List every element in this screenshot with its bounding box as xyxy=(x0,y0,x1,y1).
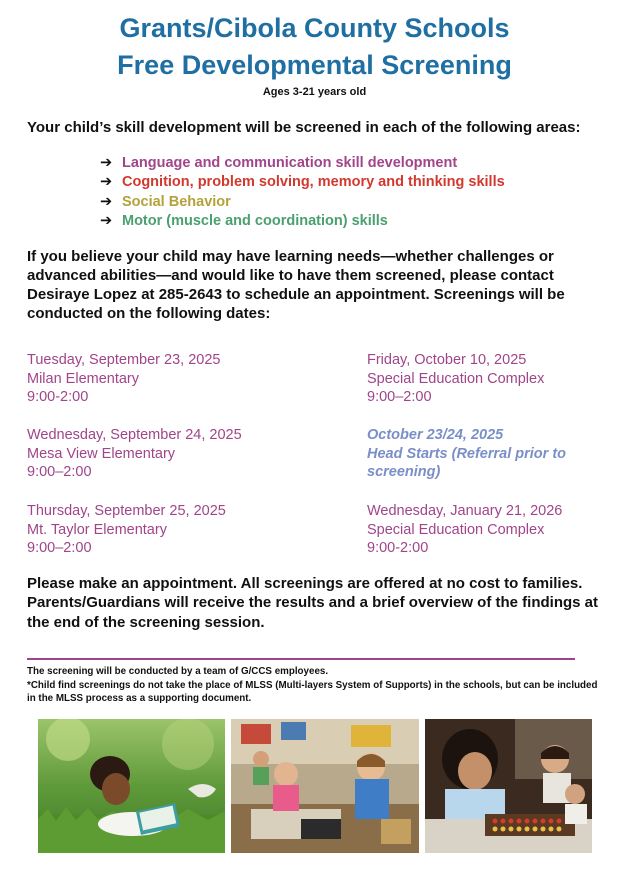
arrow-right-icon: ➔ xyxy=(100,212,113,229)
photo-child-reading-on-grass xyxy=(38,719,225,853)
schedule-date: Wednesday, January 21, 2026 xyxy=(367,503,563,519)
schedule-date: Tuesday, September 23, 2025 xyxy=(27,352,221,368)
schedule-place: Milan Elementary xyxy=(27,370,140,387)
arrow-right-icon: ➔ xyxy=(100,155,113,171)
area-item xyxy=(100,154,505,173)
schedule-right-headstart xyxy=(367,426,602,482)
area-language: Language and communication skill development xyxy=(122,155,458,171)
schedule-date: October 23/24, 2025 xyxy=(367,427,504,443)
area-cognition: Cognition, problem solving, memory and thinking skills xyxy=(122,174,505,191)
schedule-right-1 xyxy=(367,351,544,407)
ages-subtitle: Ages 3-21 years old xyxy=(262,86,367,98)
schedule-time: 9:00-2:00 xyxy=(367,540,429,557)
footnote-mlss: *Child find screenings do not take the place of MLSS (Multi-layers System of Supports) in the schools, but can be included in the MLSS process as a supporting document. xyxy=(27,680,598,704)
photo-classroom-children xyxy=(231,719,419,853)
schedule-left-3 xyxy=(27,502,226,558)
area-item xyxy=(100,212,505,231)
schedule-place: Special Education Complex xyxy=(367,521,545,538)
schedule-place: Mt. Taylor Elementary xyxy=(27,521,167,538)
screening-areas-list xyxy=(100,154,505,231)
schedule-right-3 xyxy=(367,502,562,558)
schedule-left-1 xyxy=(27,351,220,407)
schedule-place: Special Education Complex xyxy=(367,370,545,387)
schedule-left-2 xyxy=(27,426,242,482)
schedule-time: 9:00–2:00 xyxy=(27,540,92,557)
title-line-2: Free Developmental Screening xyxy=(117,50,512,80)
schedule-date: Friday, October 10, 2025 xyxy=(367,352,527,368)
footnote-team: The screening will be conducted by a team of G/CCS employees. xyxy=(27,666,329,677)
schedule-place: Mesa View Elementary xyxy=(27,445,176,462)
schedule-date: Wednesday, September 24, 2025 xyxy=(27,427,242,443)
area-item xyxy=(100,173,505,192)
area-social: Social Behavior xyxy=(122,193,231,210)
schedule-date: Thursday, September 25, 2025 xyxy=(27,503,226,519)
divider-rule xyxy=(27,658,575,660)
contact-paragraph: If you believe your child may have learning needs—whether challenges or advanced abilities—and would like to have them screened, please contact Desiraye Lopez at 285-2643 to schedule an appointment. Screenings will be conducted on the following dates: xyxy=(27,248,565,322)
arrow-right-icon: ➔ xyxy=(100,193,113,210)
arrow-right-icon: ➔ xyxy=(100,174,113,191)
schedule-place: Head Starts (Referral prior to screening) xyxy=(367,445,567,481)
schedule-time: 9:00–2:00 xyxy=(27,464,92,481)
area-item xyxy=(100,193,505,212)
title-line-1: Grants/Cibola County Schools xyxy=(119,13,510,43)
area-motor: Motor (muscle and coordination) skills xyxy=(122,212,388,229)
photo-girl-with-abacus xyxy=(425,719,592,853)
intro-paragraph: Your child’s skill development will be screened in each of the following areas: xyxy=(27,119,581,136)
schedule-time: 9:00–2:00 xyxy=(367,389,432,406)
schedule-time: 9:00-2:00 xyxy=(27,389,89,406)
closing-paragraph: Please make an appointment. All screenings are offered at no cost to families. Parents/Guardians will receive the results and a brief overview of the findings at the end of the screening session. xyxy=(27,575,599,631)
